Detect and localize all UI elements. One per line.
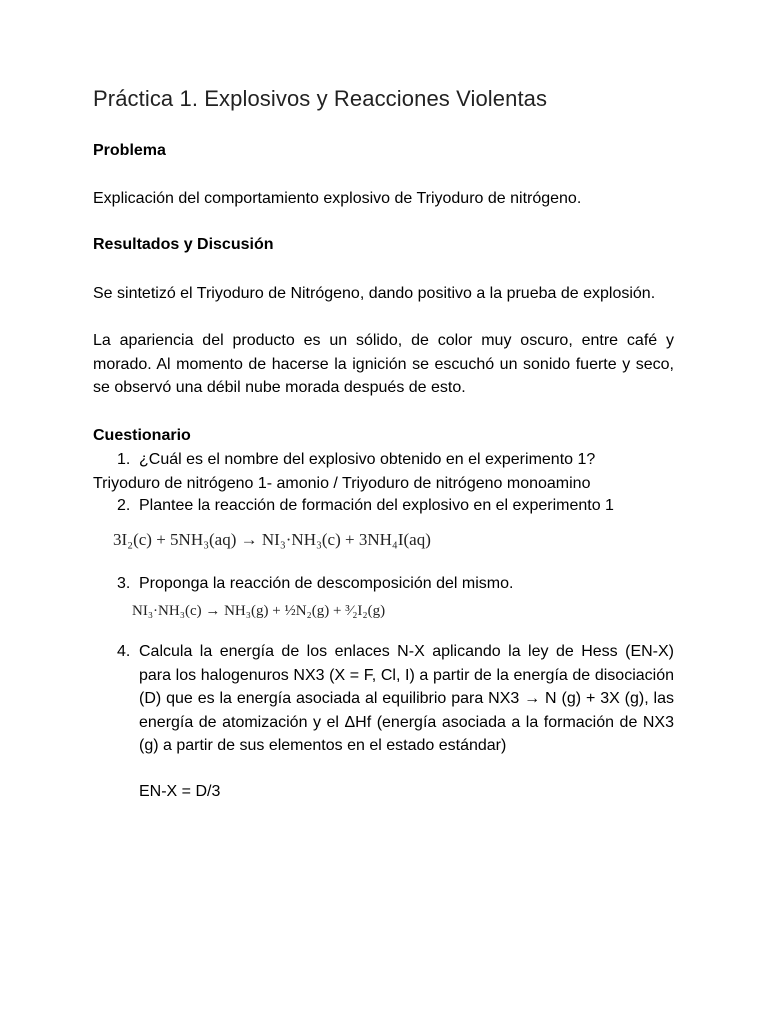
question-2-text: Plantee la reacción de formación del explosivo en el experimento 1 [139,497,614,514]
question-1-number: 1. [117,451,131,468]
resultados-paragraph-2: La apariencia del producto es un sólido, de color muy oscuro, entre café y morado. Al momento de hacerse la ignición se escuchó un sonido fuerte y seco, se observó una débil nube morada después de esto. [93,332,674,396]
problema-text: Explicación del comportamiento explosivo de Triyoduro de nitrógeno. [93,190,582,207]
question-4-number: 4. [117,643,131,660]
question-3-number: 3. [117,575,131,592]
formation-equation: 3I₂(c) + 5NH₃(aq) → NI₃·NH₃(c) + 3NH₄I(aq) [113,530,431,549]
question-1-text: ¿Cuál es el nombre del explosivo obtenido en el experimento 1? [139,451,596,468]
resultados-heading: Resultados y Discusión [93,236,274,253]
problema-heading: Problema [93,142,166,159]
question-1-answer: Triyoduro de nitrógeno 1- amonio / Triyoduro de nitrógeno monoamino [93,475,591,492]
question-4-formula: EN-X = D/3 [139,783,221,800]
question-2-number: 2. [117,497,131,514]
page-title: Práctica 1. Explosivos y Reacciones Violentas [93,86,548,111]
question-3-text: Proponga la reacción de descomposición del mismo. [139,575,514,592]
cuestionario-heading: Cuestionario [93,427,191,444]
resultados-paragraph-1: Se sintetizó el Triyoduro de Nitrógeno, dando positivo a la prueba de explosión. [93,285,656,302]
question-4-text: Calcula la energía de los enlaces N-X aplicando la ley de Hess (EN-X) para los halogenuros NX3 (X = F, Cl, I) a partir de la energía de disociación (D) que es la energía asociada al equilibrio para NX3 → N (g) + 3X (g), las energía de atomización y el ΔHf (energía asociada a la formación de NX3 (g) a partir de sus elementos en el estado estándar) [139,643,674,754]
decomposition-equation: NI₃·NH₃(c) → NH₃(g) + ½N₂(g) + ³⁄₂I₂(g) [132,603,386,619]
